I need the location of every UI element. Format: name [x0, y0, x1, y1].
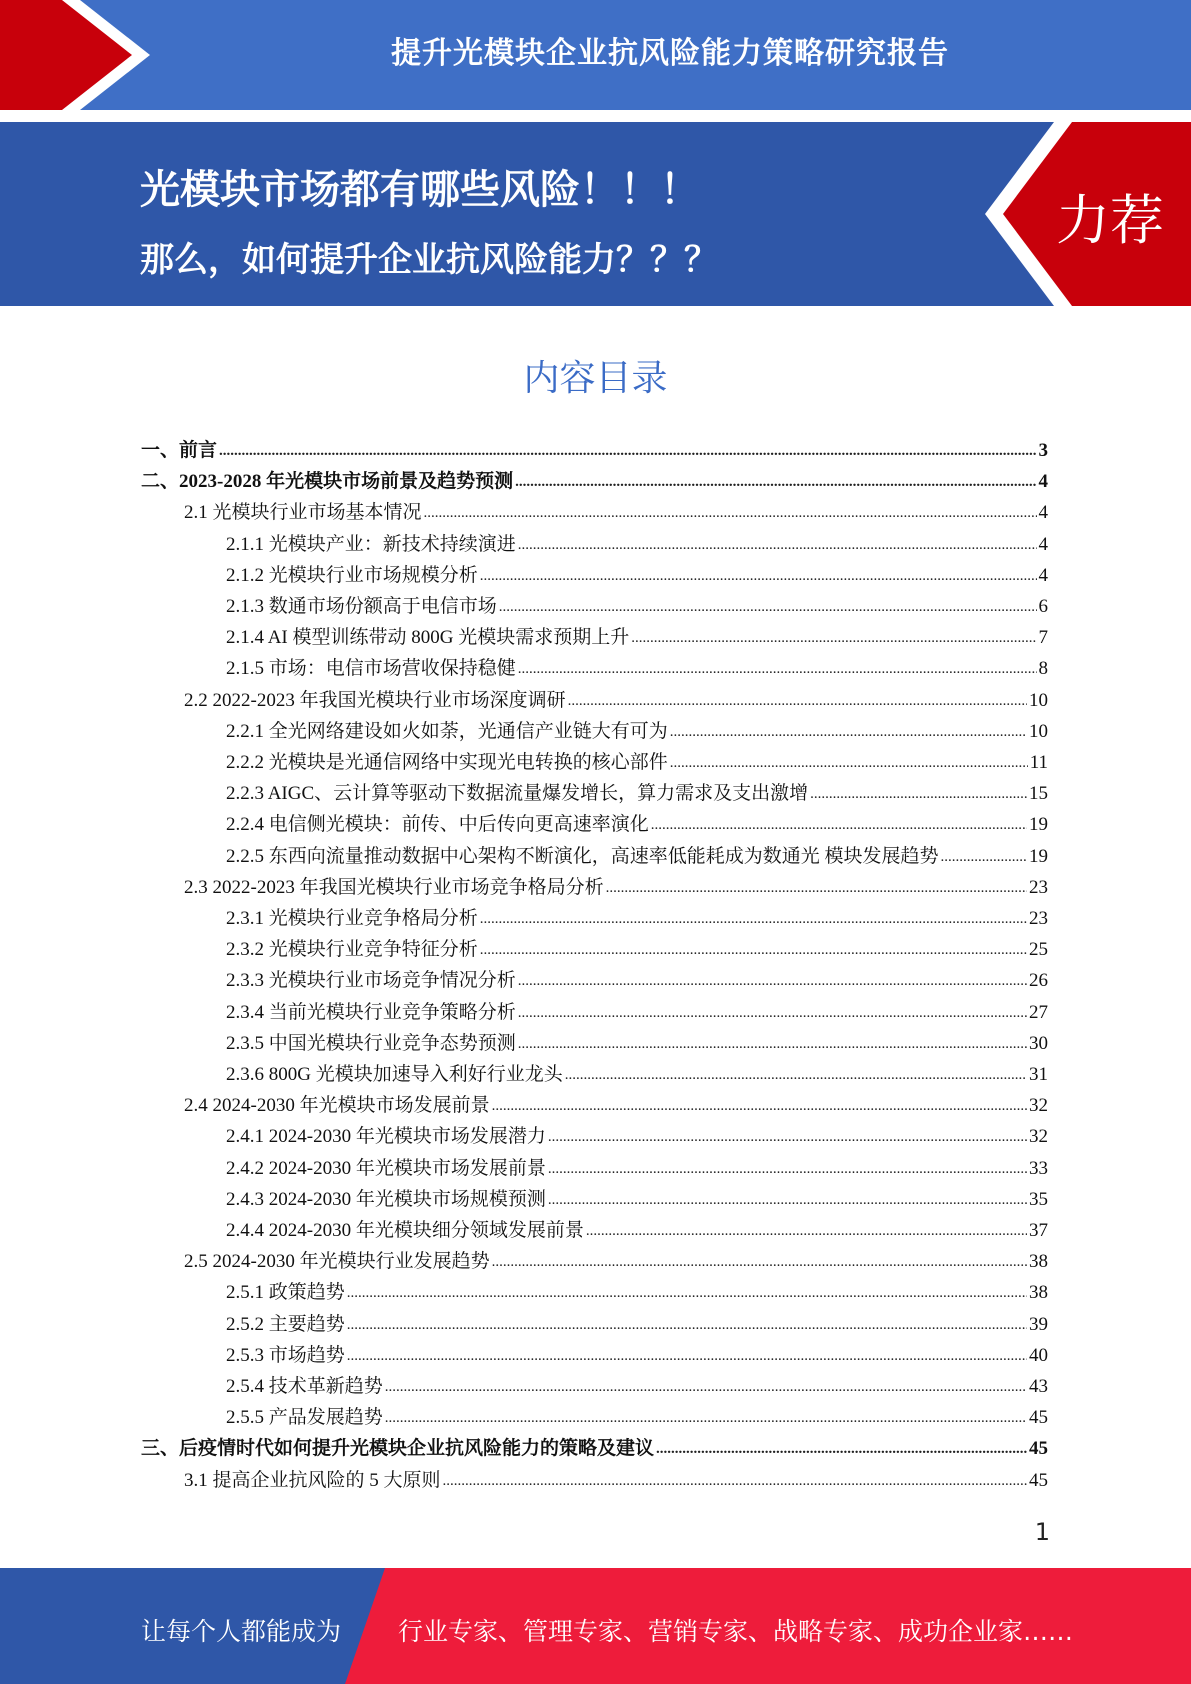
toc-entry-page: 4 — [1038, 471, 1048, 492]
toc-entry-page: 45 — [1029, 1407, 1048, 1428]
toc-entry-label: 2.1.3 数通市场份额高于电信市场 — [226, 596, 497, 617]
toc-entry-label: 2.2.5 东西向流量推动数据中心架构不断演化，高速率低能耗成为数通光 模块发展趋势 — [226, 846, 939, 867]
toc-entry-page: 23 — [1029, 908, 1048, 929]
toc-entry-label: 2.1.1 光模块产业：新技术持续演进 — [226, 534, 516, 555]
toc-entry-label: 2.1.4 AI 模型训练带动 800G 光模块需求预期上升 — [226, 627, 630, 648]
toc-entry-page: 19 — [1029, 846, 1048, 867]
toc-entry[interactable] — [226, 1122, 1048, 1150]
toc-entry-label: 2.5.2 主要趋势 — [226, 1314, 345, 1335]
toc-entry[interactable] — [226, 1278, 1048, 1306]
toc-entry-label: 2.5 2024-2030 年光模块行业发展趋势 — [184, 1251, 490, 1272]
toc-leader-dots — [480, 937, 1027, 963]
toc-entry[interactable] — [226, 1029, 1048, 1057]
toc-entry-label: 2.4.3 2024-2030 年光模块市场规模预测 — [226, 1189, 546, 1210]
toc-entry[interactable] — [226, 1310, 1048, 1338]
toc-leader-dots — [568, 688, 1027, 714]
toc-entry[interactable] — [184, 686, 1048, 714]
toc-entry-page: 32 — [1029, 1126, 1048, 1147]
toc-entry-label: 3.1 提高企业抗风险的 5 大原则 — [184, 1470, 441, 1491]
toc-leader-dots — [631, 625, 1036, 651]
toc-leader-dots — [515, 469, 1036, 495]
toc-entry-label: 二、2023-2028 年光模块市场前景及趋势预测 — [141, 471, 514, 492]
toc-entry-label: 2.2.3 AIGC、云计算等驱动下数据流量爆发增长，算力需求及支出激增 — [226, 783, 809, 804]
toc-entry[interactable] — [226, 654, 1048, 682]
toc-entry-label: 2.2.1 全光网络建设如火如荼，光通信产业链大有可为 — [226, 721, 668, 742]
toc-entry[interactable] — [226, 1341, 1048, 1369]
toc-entry-page: 39 — [1029, 1314, 1048, 1335]
toc-entry[interactable] — [226, 530, 1048, 558]
toc-entry-label: 2.4.4 2024-2030 年光模块细分领域发展前景 — [226, 1220, 584, 1241]
toc-entry-label: 2.5.3 市场趋势 — [226, 1345, 345, 1366]
toc-entry[interactable] — [226, 810, 1048, 838]
toc-entry[interactable] — [226, 904, 1048, 932]
toc-leader-dots — [548, 1124, 1027, 1150]
toc-title: 内容目录 — [523, 358, 668, 399]
toc-entry-label: 2.3.4 当前光模块行业竞争策略分析 — [226, 1002, 516, 1023]
toc-leader-dots — [548, 1156, 1027, 1182]
toc-entry-page: 23 — [1029, 877, 1048, 898]
toc-entry-page: 45 — [1029, 1438, 1048, 1459]
toc-leader-dots — [941, 844, 1027, 870]
toc-entry-page: 38 — [1029, 1251, 1048, 1272]
toc-entry[interactable] — [226, 592, 1048, 620]
toc-leader-dots — [347, 1280, 1027, 1306]
toc-entry[interactable] — [184, 873, 1048, 901]
toc-entry-label: 2.4 2024-2030 年光模块市场发展前景 — [184, 1095, 490, 1116]
toc-entry-page: 27 — [1029, 1002, 1048, 1023]
toc-entry-label: 2.1.5 市场：电信市场营收保持稳健 — [226, 658, 516, 679]
toc-entry-page: 3 — [1038, 440, 1048, 461]
toc-entry[interactable] — [184, 1247, 1048, 1275]
toc-entry-label: 2.3.1 光模块行业竞争格局分析 — [226, 908, 478, 929]
toc-entry-page: 30 — [1029, 1033, 1048, 1054]
toc-leader-dots — [586, 1218, 1027, 1244]
toc-entry[interactable] — [226, 998, 1048, 1026]
toc-leader-dots — [492, 1249, 1027, 1275]
toc-entry[interactable] — [226, 623, 1048, 651]
toc-leader-dots — [424, 500, 1037, 526]
toc-leader-dots — [518, 1031, 1027, 1057]
toc-leader-dots — [385, 1374, 1027, 1400]
toc-entry[interactable] — [226, 717, 1048, 745]
toc-leader-dots — [518, 1000, 1027, 1026]
toc-entry[interactable] — [226, 1372, 1048, 1400]
toc-entry-label: 一、前言 — [141, 440, 218, 461]
toc-entry-label: 2.1 光模块行业市场基本情况 — [184, 502, 422, 523]
toc-entry[interactable] — [141, 467, 1048, 495]
toc-leader-dots — [548, 1187, 1027, 1213]
subheadline: 那么，如何提升企业抗风险能力？？？ — [140, 240, 718, 280]
toc-leader-dots — [810, 781, 1027, 807]
toc-leader-dots — [443, 1468, 1027, 1494]
toc-entry-label: 2.3.5 中国光模块行业竞争态势预测 — [226, 1033, 516, 1054]
toc-entry[interactable] — [226, 966, 1048, 994]
toc-entry-page: 11 — [1029, 752, 1048, 773]
toc-entry-label: 2.5.4 技术革新趋势 — [226, 1376, 383, 1397]
header-title: 提升光模块企业抗风险能力策略研究报告 — [391, 36, 949, 71]
toc-entry-page: 38 — [1029, 1282, 1048, 1303]
toc-entry[interactable] — [226, 1060, 1048, 1088]
toc-entry-page: 35 — [1029, 1189, 1048, 1210]
toc-leader-dots — [606, 875, 1027, 901]
toc-entry-label: 2.1.2 光模块行业市场规模分析 — [226, 565, 478, 586]
toc-entry-page: 32 — [1029, 1095, 1048, 1116]
toc-entry-page: 37 — [1029, 1220, 1048, 1241]
toc-entry-page: 10 — [1029, 721, 1048, 742]
toc-entry-label: 2.3.2 光模块行业竞争特征分析 — [226, 939, 478, 960]
toc-leader-dots — [480, 906, 1027, 932]
toc-entry[interactable] — [141, 436, 1048, 464]
toc-entry-label: 2.2.4 电信侧光模块：前传、中后传向更高速率演化 — [226, 814, 649, 835]
toc-entry-page: 4 — [1038, 565, 1048, 586]
toc-entry-page: 26 — [1029, 970, 1048, 991]
toc-leader-dots — [518, 968, 1027, 994]
toc-entry[interactable] — [226, 561, 1048, 589]
recommend-badge: 力荐 — [1056, 189, 1164, 252]
toc-entry-label: 2.3 2022-2023 年我国光模块行业市场竞争格局分析 — [184, 877, 604, 898]
page-number: 1 — [1034, 1518, 1050, 1546]
toc-entry-label: 2.5.1 政策趋势 — [226, 1282, 345, 1303]
toc-entry-page: 19 — [1029, 814, 1048, 835]
toc-entry-page: 10 — [1029, 690, 1048, 711]
toc-leader-dots — [219, 438, 1036, 464]
toc-entry[interactable] — [184, 1466, 1048, 1494]
toc-leader-dots — [656, 1436, 1027, 1462]
headline: 光模块市场都有哪些风险！！！ — [140, 167, 700, 213]
footer-slogan-right: 行业专家、管理专家、营销专家、战略专家、成功企业家…… — [398, 1617, 1074, 1646]
toc-leader-dots — [347, 1343, 1027, 1369]
toc-leader-dots — [499, 594, 1037, 620]
toc-entry-page: 6 — [1038, 596, 1048, 617]
toc-entry-label: 2.5.5 产品发展趋势 — [226, 1407, 383, 1428]
toc-entry[interactable] — [226, 1185, 1048, 1213]
toc-entry-page: 45 — [1029, 1470, 1048, 1491]
toc-entry[interactable] — [184, 498, 1048, 526]
toc-entry-label: 2.4.2 2024-2030 年光模块市场发展前景 — [226, 1158, 546, 1179]
toc-entry-page: 4 — [1038, 534, 1048, 555]
toc-entry-page: 4 — [1038, 502, 1048, 523]
toc-entry[interactable] — [226, 1403, 1048, 1431]
toc-entry-label: 2.2 2022-2023 年我国光模块行业市场深度调研 — [184, 690, 566, 711]
toc-leader-dots — [518, 532, 1037, 558]
toc-entry-page: 7 — [1038, 627, 1048, 648]
toc-entry[interactable] — [141, 1434, 1048, 1462]
toc-entry[interactable] — [226, 935, 1048, 963]
toc-leader-dots — [518, 656, 1037, 682]
toc-entry[interactable] — [226, 748, 1048, 776]
toc-entry[interactable] — [226, 1154, 1048, 1182]
toc-leader-dots — [670, 750, 1028, 776]
toc-entry-page: 33 — [1029, 1158, 1048, 1179]
toc-entry-page: 15 — [1029, 783, 1048, 804]
toc-entry-page: 8 — [1038, 658, 1048, 679]
footer-slogan-left: 让每个人都能成为 — [141, 1617, 342, 1646]
toc-entry[interactable] — [184, 1091, 1048, 1119]
toc-entry[interactable] — [226, 1216, 1048, 1244]
toc-leader-dots — [670, 719, 1027, 745]
toc-leader-dots — [492, 1093, 1027, 1119]
toc-entry-label: 三、后疫情时代如何提升光模块企业抗风险能力的策略及建议 — [141, 1438, 655, 1459]
toc-leader-dots — [480, 563, 1037, 589]
toc-entry-label: 2.4.1 2024-2030 年光模块市场发展潜力 — [226, 1126, 546, 1147]
toc-entry-label: 2.2.2 光模块是光通信网络中实现光电转换的核心部件 — [226, 752, 668, 773]
toc-entry-page: 31 — [1029, 1064, 1048, 1085]
toc-entry-label: 2.3.6 800G 光模块加速导入利好行业龙头 — [226, 1064, 563, 1085]
toc-entry-page: 25 — [1029, 939, 1048, 960]
toc-entry-page: 40 — [1029, 1345, 1048, 1366]
toc-leader-dots — [651, 812, 1027, 838]
toc-leader-dots — [347, 1312, 1027, 1338]
toc-entry[interactable] — [226, 842, 1048, 870]
toc-leader-dots — [385, 1405, 1027, 1431]
toc-entry-page: 43 — [1029, 1376, 1048, 1397]
toc-leader-dots — [565, 1062, 1027, 1088]
toc-entry[interactable] — [226, 779, 1048, 807]
toc-entry-label: 2.3.3 光模块行业市场竞争情况分析 — [226, 970, 516, 991]
